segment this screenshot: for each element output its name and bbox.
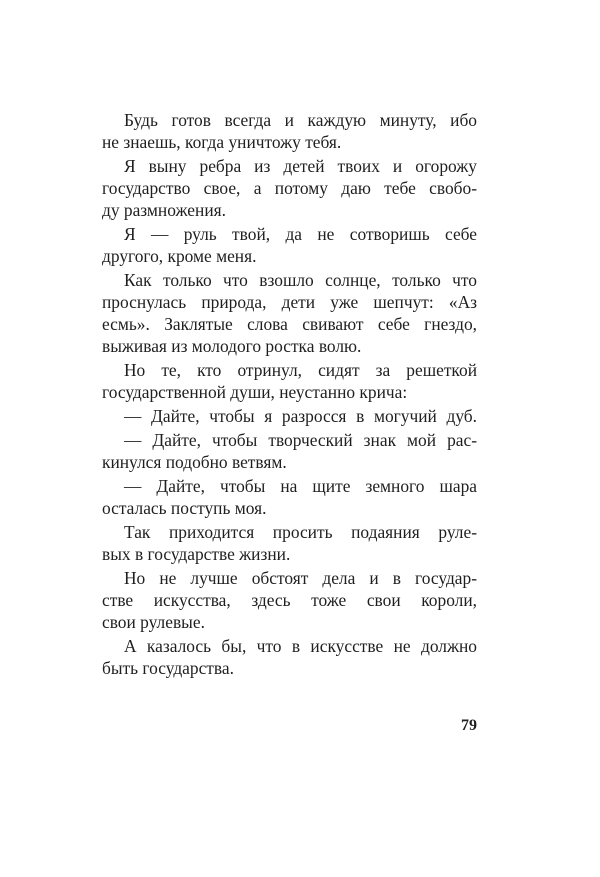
text-line: другого, кроме меня.: [102, 246, 257, 266]
text-line: есмь». Заклятые слова свивают себе гнездо,: [102, 314, 477, 334]
text-line: — Дайте, чтобы я разросся в могучий дуб.: [124, 406, 477, 426]
text-line: ду размножения.: [102, 200, 226, 220]
text-line: — Дайте, чтобы творческий знак мой рас-: [124, 430, 477, 450]
text-line: стве искусства, здесь тоже свои короли,: [102, 590, 477, 610]
text-line: Будь готов всегда и каждую минуту, ибо: [124, 110, 477, 130]
page-number: 79: [461, 717, 477, 734]
text-line: выживая из молодого ростка волю.: [102, 336, 362, 356]
text-line: свои рулевые.: [102, 612, 205, 632]
text-line: быть государства.: [102, 658, 234, 678]
text-line: Я выну ребра из детей твоих и огорожу: [124, 156, 477, 176]
text-line: Я — руль твой, да не сотворишь себе: [124, 224, 477, 244]
text-line: осталась поступь моя.: [102, 498, 267, 518]
text-line: Как только что взошло солнце, только что: [124, 270, 477, 290]
text-line: государственной души, неустанно крича:: [102, 382, 408, 402]
text-line: государство свое, а потому даю тебе свобо-: [102, 178, 477, 198]
text-line: Но не лучше обстоят дела и в государ-: [124, 568, 477, 588]
text-line: А казалось бы, что в искусстве не должно: [124, 636, 477, 656]
page-text: [102, 109, 477, 679]
text-line: проснулась природа, дети уже шепчут: «Аз: [102, 292, 477, 312]
text-line: кинулся подобно ветвям.: [102, 452, 287, 472]
text-line: не знаешь, когда уничтожу тебя.: [102, 132, 342, 152]
text-line: Так приходится просить подаяния руле-: [124, 522, 477, 542]
text-line: вых в государстве жизни.: [102, 544, 291, 564]
text-line: — Дайте, чтобы на щите земного шара: [124, 476, 477, 496]
text-line: Но те, кто отринул, сидят за решеткой: [124, 360, 477, 380]
